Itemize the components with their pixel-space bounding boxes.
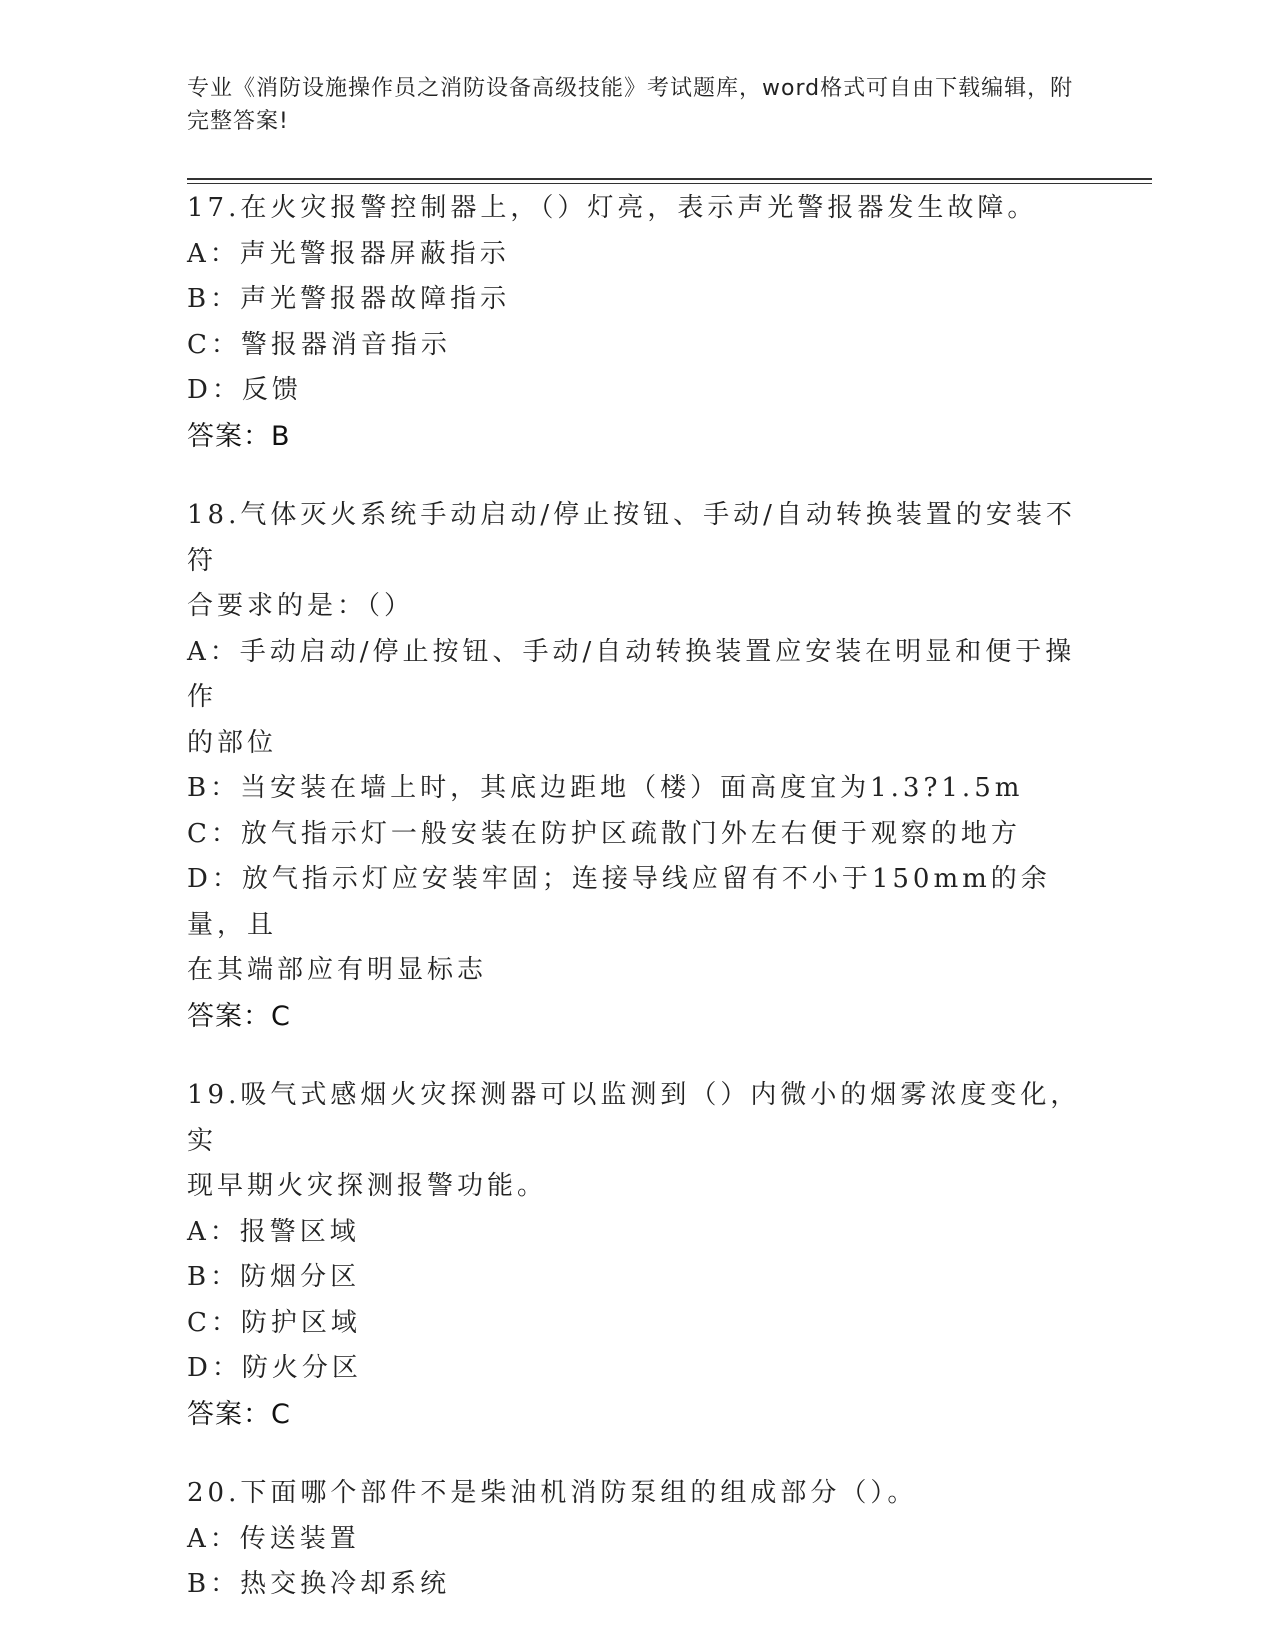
option-b: B：声光警报器故障指示 <box>187 284 511 314</box>
question-stem-continued: 合要求的是：（） <box>187 591 415 621</box>
option-a: A：声光警报器屏蔽指示 <box>187 238 510 269</box>
option-d-continued: 在其端部应有明显标志 <box>187 955 488 985</box>
question-stem: 19.吸气式感烟火灾探测器可以监测到（）内微小的烟雾浓度变化，实 <box>187 1080 1081 1156</box>
option-b: B：防烟分区 <box>187 1262 361 1292</box>
answer-label: 答案：B <box>187 420 291 452</box>
option-c: C：放气指示灯一般安装在防护区疏散门外左右便于观察的地方 <box>187 818 1021 849</box>
question-19 <box>187 1073 1087 1437</box>
question-17 <box>187 186 1087 459</box>
option-d: D：放气指示灯应安装牢固；连接导线应留有不小于150mm的余量，且 <box>187 864 1051 940</box>
option-b: B：当安装在墙上时，其底边距地（楼）面高度宜为1.3?1.5m <box>187 773 1024 803</box>
header-divider-thick <box>187 178 1152 180</box>
header-divider-thin <box>187 183 1152 184</box>
answer-label: 答案：C <box>187 1000 291 1032</box>
question-list <box>187 186 1087 1642</box>
question-stem-continued: 现早期火灾探测报警功能。 <box>187 1171 548 1201</box>
option-c: C：警报器消音指示 <box>187 329 451 360</box>
option-c: C：防护区域 <box>187 1307 361 1338</box>
question-stem: 18.气体灭火系统手动启动/停止按钮、手动/自动转换装置的安装不符 <box>187 500 1076 576</box>
answer-label: 答案：C <box>187 1398 291 1430</box>
option-b: B：热交换冷却系统 <box>187 1569 451 1599</box>
option-d: D：反馈 <box>187 375 302 405</box>
option-a: A：手动启动/停止按钮、手动/自动转换装置应安装在明显和便于操作 <box>187 636 1076 712</box>
question-20 <box>187 1471 1087 1608</box>
question-stem: 20.下面哪个部件不是柴油机消防泵组的组成部分（）。 <box>187 1478 918 1508</box>
question-18 <box>187 493 1087 1039</box>
document-intro: 专业《消防设施操作员之消防设备高级技能》考试题库，word格式可自由下载编辑，附完整答案! <box>187 76 1074 134</box>
option-a: A：报警区域 <box>187 1216 360 1247</box>
question-stem: 17.在火灾报警控制器上，（）灯亮，表示声光警报器发生故障。 <box>187 193 1038 223</box>
option-a-continued: 的部位 <box>187 727 278 758</box>
option-d: D：防火分区 <box>187 1353 362 1383</box>
option-a: A：传送装置 <box>187 1523 360 1554</box>
